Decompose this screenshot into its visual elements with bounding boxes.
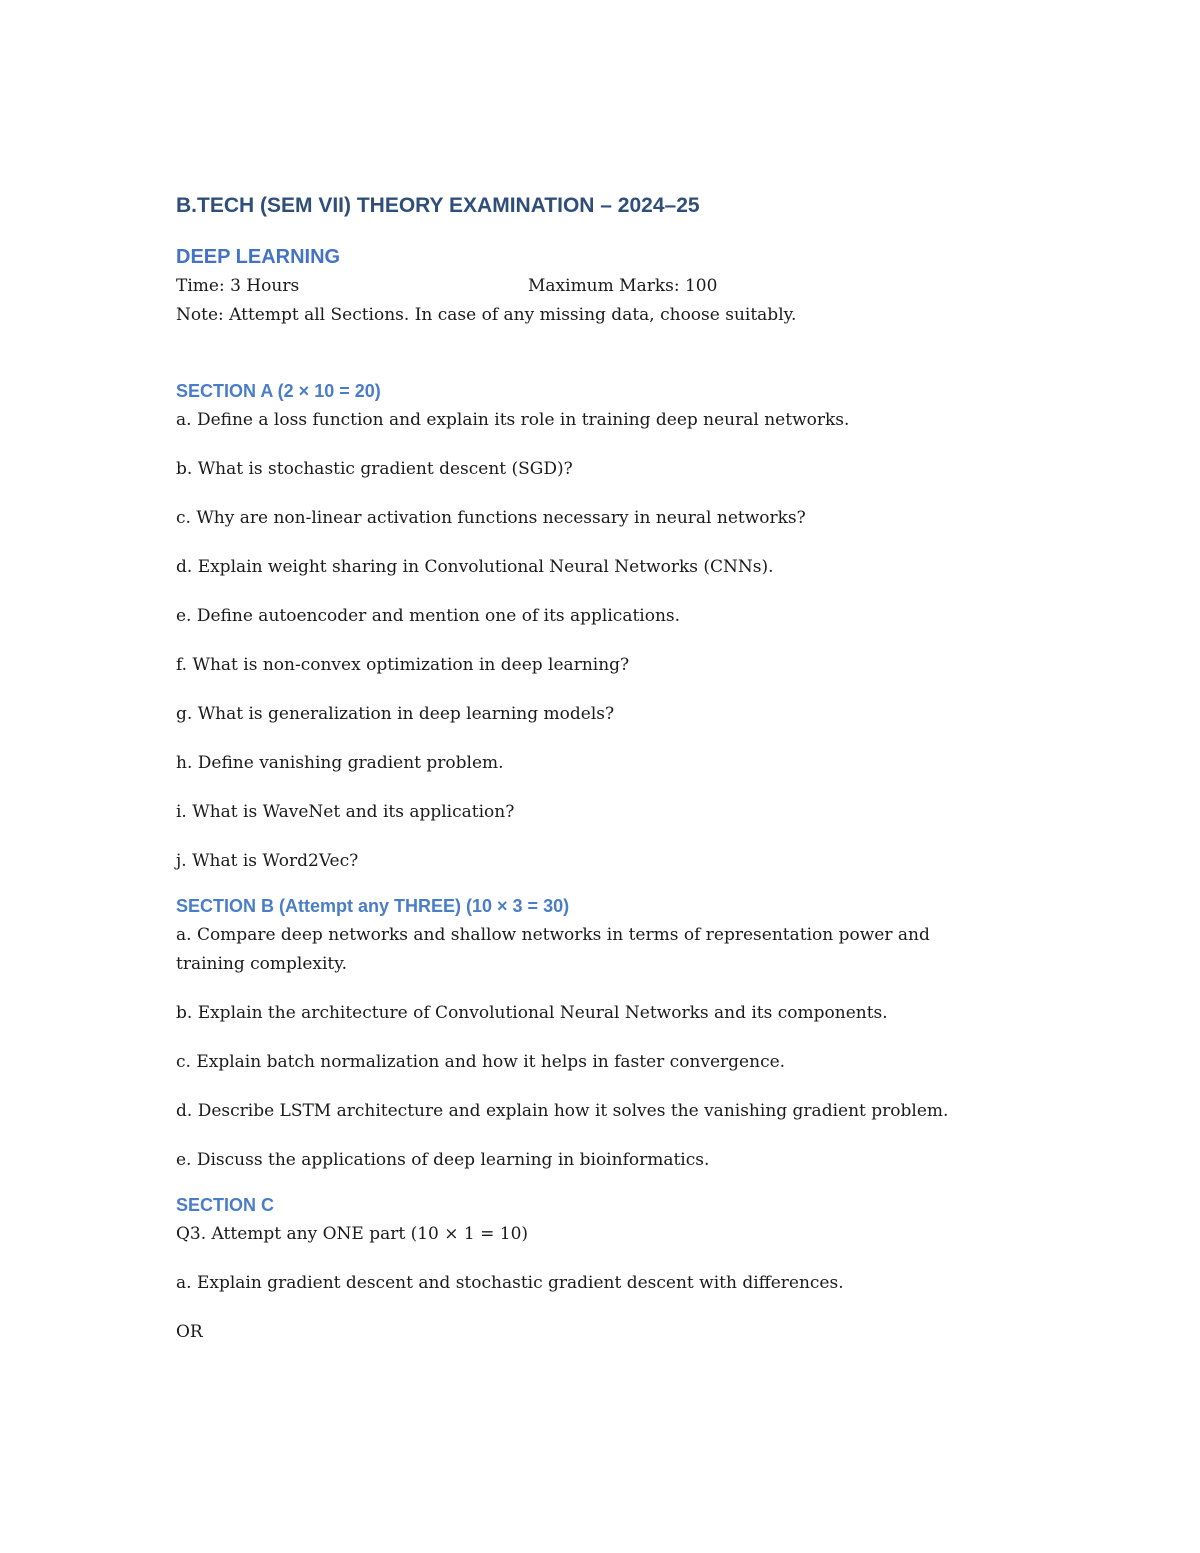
question-item: i. What is WaveNet and its application? xyxy=(176,802,515,822)
section-a-heading: SECTION A (2 × 10 = 20) xyxy=(176,381,381,401)
section-b-heading: SECTION B (Attempt any THREE) (10 × 3 = 30) xyxy=(176,896,570,916)
exam-content xyxy=(176,189,1036,1347)
question-item: j. What is Word2Vec? xyxy=(176,851,359,871)
section-c-heading: SECTION C xyxy=(176,1195,275,1215)
question-item: d. Explain weight sharing in Convolutional Neural Networks (CNNs). xyxy=(176,557,774,577)
q3-instruction: Q3. Attempt any ONE part (10 × 1 = 10) xyxy=(176,1224,529,1244)
section-b-questions xyxy=(176,921,996,1175)
exam-title: B.TECH (SEM VII) THEORY EXAMINATION – 2024–25 xyxy=(176,194,700,217)
question-item: c. Explain batch normalization and how it helps in faster convergence. xyxy=(176,1052,786,1072)
or-separator: OR xyxy=(176,1322,203,1342)
question-item: b. What is stochastic gradient descent (SGD)? xyxy=(176,459,573,479)
question-item: g. What is generalization in deep learning models? xyxy=(176,704,615,724)
question-item: a. Explain gradient descent and stochastic gradient descent with differences. xyxy=(176,1273,844,1293)
question-item: a. Define a loss function and explain its role in training deep neural networks. xyxy=(176,410,850,430)
question-item: b. Explain the architecture of Convolutional Neural Networks and its components. xyxy=(176,1003,888,1023)
question-item: c. Why are non-linear activation functions necessary in neural networks? xyxy=(176,508,806,528)
question-item: a. Compare deep networks and shallow networks in terms of representation power and training complexity. xyxy=(176,925,930,974)
question-item: e. Discuss the applications of deep learning in bioinformatics. xyxy=(176,1150,710,1170)
question-item: h. Define vanishing gradient problem. xyxy=(176,753,504,773)
exam-note: Note: Attempt all Sections. In case of any missing data, choose suitably. xyxy=(176,305,797,325)
section-a-questions xyxy=(176,406,996,876)
exam-time: Time: 3 Hours xyxy=(176,276,300,296)
subject-heading: DEEP LEARNING xyxy=(176,246,341,268)
question-item: e. Define autoencoder and mention one of its applications. xyxy=(176,606,681,626)
question-item: d. Describe LSTM architecture and explain how it solves the vanishing gradient problem. xyxy=(176,1101,949,1121)
question-item: f. What is non-convex optimization in deep learning? xyxy=(176,655,630,675)
exam-max-marks: Maximum Marks: 100 xyxy=(528,276,718,296)
exam-meta xyxy=(176,272,1036,301)
